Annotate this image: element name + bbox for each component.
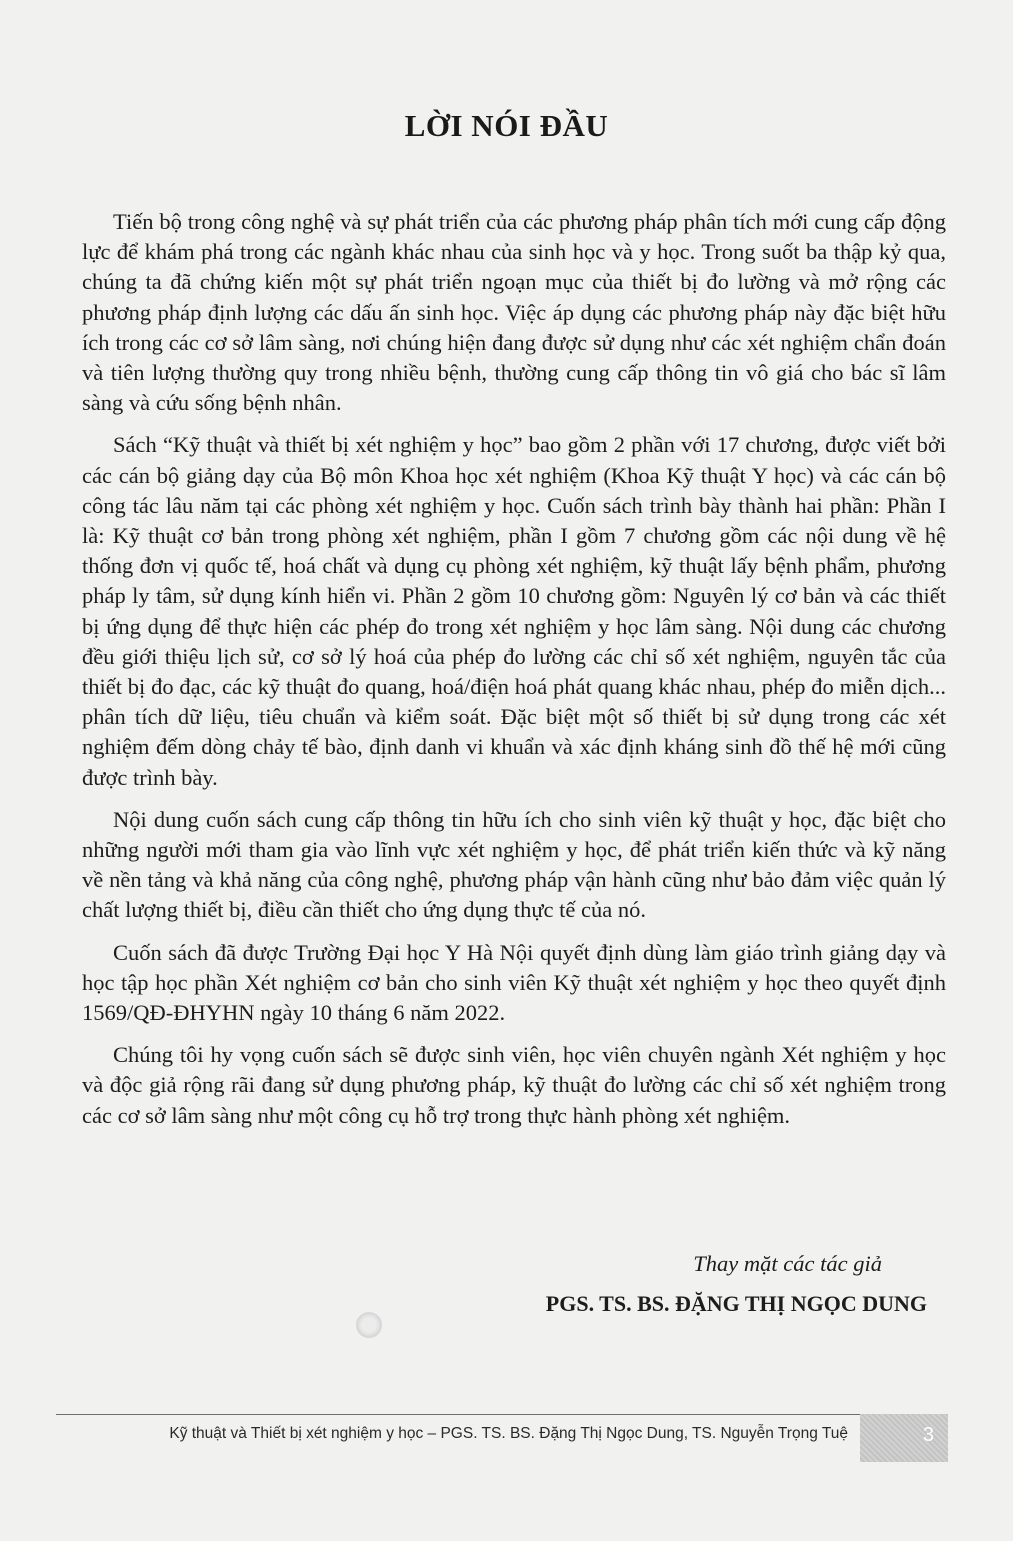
paragraph-1: Tiến bộ trong công nghệ và sự phát triển của các phương pháp phân tích mới cung cấp động lực để khám phá trong các ngành khác nhau của sinh học và y học. Trong suốt ba thập kỷ qua, chúng ta đã chứng kiến một sự phát triển ngoạn mục của thiết bị đo lường và mở rộng các phương pháp định lượng các dấu ấn sinh học. Việc áp dụng các phương pháp này đặc biệt hữu ích trong các cơ sở lâm sàng, nơi chúng hiện đang được sử dụng như các xét nghiệm chẩn đoán và tiên lượng thường quy trong nhiều bệnh, thường cung cấp thông tin vô giá cho bác sĩ lâm sàng và cứu sống bệnh nhân.: [82, 209, 946, 416]
footer-divider: [56, 1414, 860, 1415]
page-number-box: [860, 1414, 948, 1462]
paragraph-4: Cuốn sách đã được Trường Đại học Y Hà Nội quyết định dùng làm giáo trình giảng dạy và học tập học phần Xét nghiệm cơ bản cho sinh viên Kỹ thuật xét nghiệm y học theo quyết định 1569/QĐ-ĐHYHN ngày 10 tháng 6 năm 2022.: [82, 939, 946, 1026]
signature-name: PGS. TS. BS. ĐẶNG THỊ NGỌC DUNG: [545, 1291, 927, 1316]
paragraph-5: Chúng tôi hy vọng cuốn sách sẽ được sinh viên, học viên chuyên ngành Xét nghiệm y học và độc giả rộng rãi đang sử dụng phương pháp, kỹ thuật đo lường các chỉ số xét nghiệm trong các cơ sở lâm sàng như một công cụ hỗ trợ trong thực hành phòng xét nghiệm.: [82, 1042, 946, 1128]
signature-block: [427, 1248, 927, 1320]
page-number: 3: [922, 1424, 934, 1446]
paragraph-2: Sách “Kỹ thuật và thiết bị xét nghiệm y học” bao gồm 2 phần với 17 chương, được viết bởi các cán bộ giảng dạy của Bộ môn Khoa học xét nghiệm (Khoa Kỹ thuật Y học) và các cán bộ công tác lâu năm tại các phòng xét nghiệm y học. Cuốn sách trình bày thành hai phần: Phần I là: Kỹ thuật cơ bản trong phòng xét nghiệm, phần I gồm 7 chương gồm các nội dung về hệ thống đơn vị quốc tế, hoá chất và dụng cụ phòng xét nghiệm, kỹ thuật lấy bệnh phẩm, phương pháp ly tâm, sử dụng kính hiển vi. Phần 2 gồm 10 chương gồm: Nguyên lý cơ bản và các thiết bị ứng dụng để thực hiện các phép đo trong xét nghiệm y học lâm sàng. Nội dung các chương đều giới thiệu lịch sử, cơ sở lý hoá của phép đo lường các chỉ số xét nghiệm, nguyên tắc của thiết bị đo đạc, các kỹ thuật đo quang, hoá/điện hoá phát quang khác nhau, phép đo miễn dịch... phân tích dữ liệu, tiêu chuẩn và kiểm soát. Đặc biệt một số thiết bị sử dụng trong các xét nghiệm đếm dòng chảy tế bào, định danh vi khuẩn và xác định kháng sinh đồ thế hệ mới cũng được trình bày.: [82, 432, 946, 790]
body-text: [82, 207, 946, 1143]
footer-running-title: Kỹ thuật và Thiết bị xét nghiệm y học – PGS. TS. BS. Đặng Thị Ngọc Dung, TS. Nguyễn Trọng Tuệ: [169, 1425, 848, 1442]
binding-ring-mark: [356, 1312, 382, 1338]
paragraph-3: Nội dung cuốn sách cung cấp thông tin hữu ích cho sinh viên kỹ thuật y học, đặc biệt cho những người mới tham gia vào lĩnh vực xét nghiệm y học, để phát triển kiến thức và kỹ năng về nền tảng và khả năng của công nghệ, phương pháp vận hành cũng như bảo đảm việc quản lý chất lượng thiết bị, điều cần thiết cho ứng dụng thực tế của nó.: [82, 806, 946, 923]
signature-role: Thay mặt các tác giả: [693, 1251, 882, 1276]
page-title: LỜI NÓI ĐẦU: [404, 108, 609, 143]
